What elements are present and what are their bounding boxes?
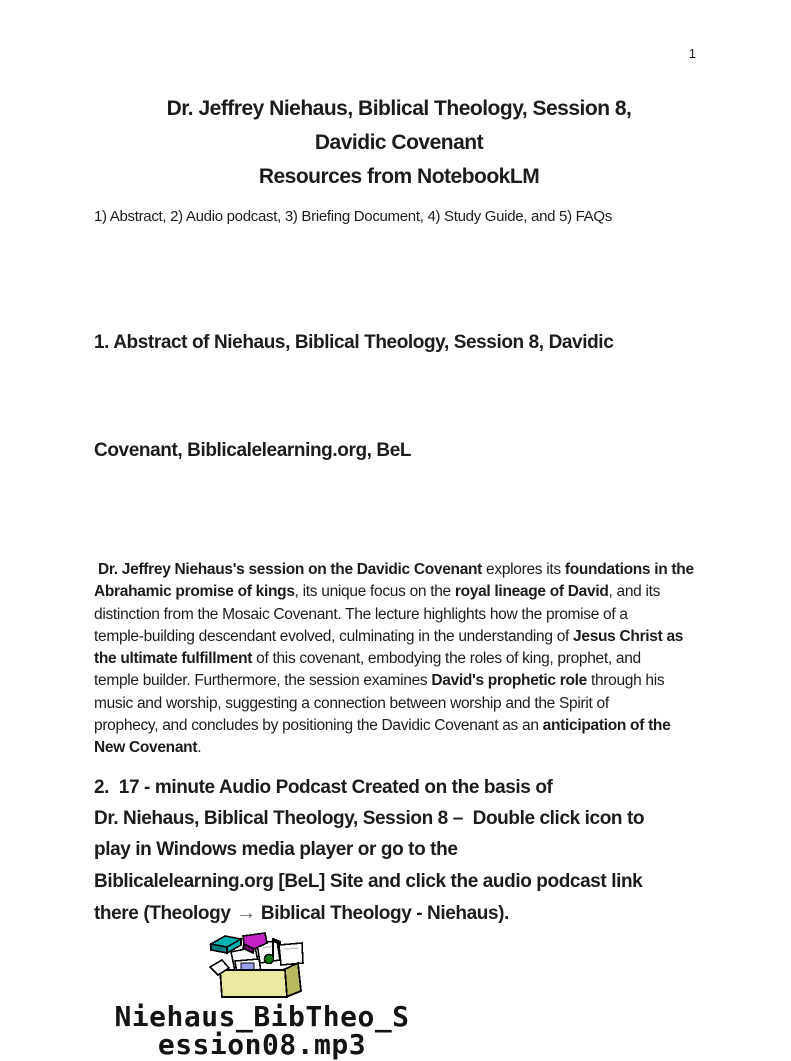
text-run: music and worship, suggesting a connection between worship and the Spirit of xyxy=(94,694,609,712)
document-content xyxy=(94,0,704,1059)
heading-text-before-arrow: there (Theology xyxy=(94,903,236,925)
text-run: of this covenant, embodying the roles of king, prophet, and xyxy=(252,650,641,668)
document-title-line-2: Davidic Covenant xyxy=(314,131,484,154)
text-run: explores its xyxy=(482,561,565,578)
text-run: prophecy, and concludes by positioning the Davidic Covenant as an xyxy=(94,717,543,735)
document-title-line-3: Resources from NotebookLM xyxy=(258,165,540,188)
section-1-heading xyxy=(94,253,704,541)
abstract-paragraph xyxy=(94,559,704,760)
text-run: , its unique focus on the xyxy=(294,583,455,601)
section-2-heading-line-1: 2. 17 - minute Audio Podcast Created on the basis of xyxy=(94,776,553,798)
document-title xyxy=(94,92,704,194)
right-arrow-icon: → xyxy=(235,901,256,925)
section-2-heading xyxy=(94,772,704,930)
resources-list-line: 1) Abstract, 2) Audio podcast, 3) Briefing Document, 4) Study Guide, and 5) FAQs xyxy=(94,208,612,225)
bold-text-run: Abrahamic promise of kings xyxy=(94,583,295,601)
text-run: . xyxy=(197,739,202,757)
bold-text-run: foundations in the xyxy=(564,561,694,578)
text-run: distinction from the Mosaic Covenant. The lecture highlights how the promise of a xyxy=(94,605,628,623)
embedded-audio-file-object[interactable] xyxy=(94,930,434,1059)
section-2-heading-line-4: Biblicalelearning.org [BeL] Site and click the audio podcast link xyxy=(94,870,643,892)
text-run: through his xyxy=(586,672,665,690)
media-file-name-line-1: Niehaus_BibTheo_S xyxy=(114,999,410,1033)
media-file-name-line-2: ession08.mp3 xyxy=(157,1027,367,1061)
bold-text-run: Dr. Jeffrey Niehaus's session on the Davidic Covenant xyxy=(94,561,483,578)
bold-text-run: anticipation of the xyxy=(542,717,671,735)
page-number: 1 xyxy=(688,46,696,61)
section-1-heading-line-2: Covenant, Biblicalelearning.org, BeL xyxy=(94,440,412,461)
text-run: temple builder. Furthermore, the session examines xyxy=(94,672,432,690)
bold-text-run: the ultimate fulfillment xyxy=(94,650,253,668)
media-clip-box-icon-graphic xyxy=(206,930,308,1000)
media-clip-box-icon[interactable] xyxy=(206,930,308,1000)
section-1-heading-line-1: 1. Abstract of Niehaus, Biblical Theology, Session 8, Davidic xyxy=(94,332,614,353)
bold-text-run: New Covenant xyxy=(94,739,198,757)
section-2-heading-line-5 xyxy=(94,897,704,929)
bold-text-run: David's prophetic role xyxy=(431,672,587,690)
text-run: , and its xyxy=(608,583,661,601)
bold-text-run: Jesus Christ as xyxy=(573,627,684,645)
bold-text-run: royal lineage of David xyxy=(454,583,609,601)
document-title-line-1: Dr. Jeffrey Niehaus, Biblical Theology, Session 8, xyxy=(166,97,632,120)
media-file-name xyxy=(94,999,430,1061)
text-run: temple-building descendant evolved, culminating in the understanding of xyxy=(94,627,574,645)
heading-text-after-arrow: Biblical Theology - Niehaus). xyxy=(256,903,509,925)
section-2-heading-line-3: play in Windows media player or go to the xyxy=(94,839,458,861)
section-2-heading-line-2: Dr. Niehaus, Biblical Theology, Session 8 – Double click icon to xyxy=(94,808,645,830)
